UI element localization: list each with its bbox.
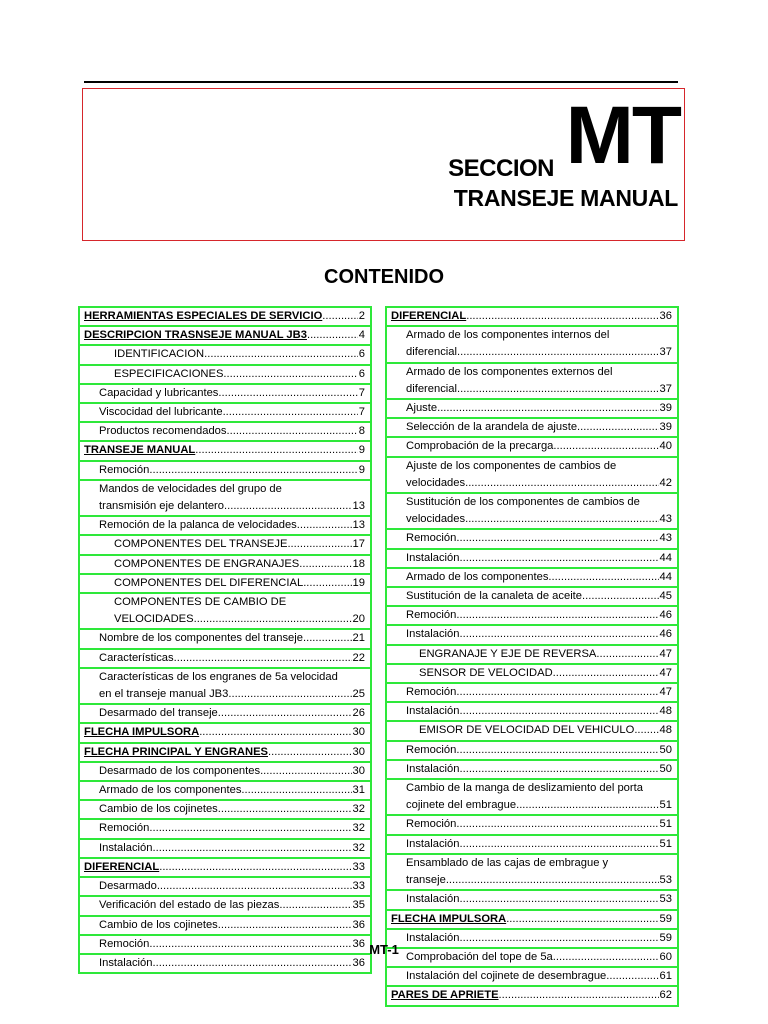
toc-entry[interactable] (385, 834, 679, 855)
toc-entry[interactable] (78, 742, 372, 763)
toc-entry-page: 30 (352, 726, 365, 739)
toc-entry-page: 53 (659, 874, 672, 887)
toc-entry-title: Remoción (406, 818, 457, 831)
toc-entry-title: Verificación del estado de las piezas (99, 899, 280, 912)
toc-entry-title: velocidades (406, 476, 466, 489)
toc-leader-dots (159, 859, 351, 876)
toc-entry-title: diferencial (406, 346, 457, 359)
toc-entry-page: 37 (659, 346, 672, 359)
toc-entry[interactable] (78, 325, 372, 346)
toc-entry[interactable] (78, 780, 372, 801)
toc-entry[interactable] (385, 853, 679, 891)
toc-entry-title: transmisión eje delantero (99, 500, 224, 513)
toc-entry[interactable] (78, 895, 372, 916)
toc-entry[interactable] (385, 814, 679, 835)
toc-leader-dots (299, 556, 351, 573)
toc-entry-title: IDENTIFICACION (114, 348, 205, 361)
toc-entry-page: 59 (659, 912, 672, 925)
toc-leader-dots (303, 575, 351, 592)
toc-entry-title: FLECHA IMPULSORA (391, 912, 507, 925)
toc-entry-title: Armado de los componentes internos del (406, 329, 610, 342)
toc-leader-dots (577, 419, 659, 436)
toc-entry[interactable] (385, 778, 679, 816)
toc-entry-page: 43 (659, 532, 672, 545)
toc-entry[interactable] (78, 440, 372, 461)
toc-leader-dots (195, 442, 358, 459)
toc-entry-page: 50 (659, 743, 672, 756)
toc-entry[interactable] (78, 857, 372, 878)
toc-entry-page: 51 (659, 818, 672, 831)
toc-leader-dots (297, 517, 352, 534)
toc-entry-page: 43 (659, 513, 672, 526)
toc-entry-title: Nombre de los componentes del transeje (99, 632, 303, 645)
toc-entry-page: 13 (352, 519, 365, 532)
toc-leader-dots (268, 744, 352, 761)
toc-leader-dots (466, 308, 658, 325)
toc-entry-page: 17 (352, 538, 365, 551)
toc-leader-dots (456, 530, 658, 547)
toc-entry-title: Mandos de velocidades del grupo de (99, 482, 282, 495)
toc-entry-title: Ajuste de los componentes de cambios de (406, 459, 617, 472)
toc-entry-title: FLECHA IMPULSORA (84, 726, 200, 739)
toc-entry[interactable] (78, 479, 372, 517)
toc-entry-page: 30 (352, 764, 365, 777)
toc-leader-dots (456, 607, 658, 624)
toc-leader-dots (241, 782, 351, 799)
toc-leader-dots (634, 722, 658, 739)
toc-entry[interactable] (78, 876, 372, 897)
toc-leader-dots (457, 344, 659, 361)
toc-leader-dots (149, 462, 357, 479)
toc-entry-page: 39 (659, 402, 672, 415)
toc-entry-title: Instalación (406, 551, 460, 564)
toc-entry[interactable] (78, 515, 372, 536)
toc-leader-dots (218, 705, 352, 722)
toc-entry-page: 32 (352, 841, 365, 854)
toc-entry[interactable] (385, 682, 679, 703)
toc-entry-page: 50 (659, 762, 672, 775)
toc-entry-title: transeje (406, 874, 446, 887)
toc-entry-title: Instalación (99, 956, 153, 969)
toc-entry-page: 8 (358, 425, 365, 438)
toc-leader-dots (456, 742, 658, 759)
toc-entry-title: Instalación (406, 931, 460, 944)
toc-entry-title: Selección de la arandela de ajuste (406, 421, 578, 434)
toc-leader-dots (307, 327, 358, 344)
toc-leader-dots (456, 816, 658, 833)
toc-entry-title: Desarmado del transeje (99, 707, 218, 720)
toc-leader-dots (223, 404, 358, 421)
toc-entry-title: DIFERENCIAL (391, 310, 467, 322)
toc-leader-dots (506, 911, 658, 928)
toc-entry-title: COMPONENTES DEL TRANSEJE (114, 538, 288, 551)
toc-entry[interactable] (78, 761, 372, 782)
toc-entry[interactable] (78, 799, 372, 820)
toc-entry-title: Armado de los componentes (406, 570, 549, 583)
toc-entry[interactable] (385, 985, 679, 1006)
toc-entry-title: Remoción (406, 532, 457, 545)
toc-entry-title: ESPECIFICACIONES (114, 367, 224, 380)
toc-entry-page: 7 (358, 406, 365, 419)
toc-entry-title: Comprobación del tope de 5a (406, 950, 553, 963)
toc-leader-dots (596, 646, 658, 663)
toc-entry-title: Productos recomendados (99, 425, 227, 438)
toc-entry-page: 36 (659, 310, 672, 322)
toc-entry-page: 6 (358, 367, 365, 380)
top-rule (84, 81, 678, 83)
toc-entry-page: 13 (352, 500, 365, 513)
toc-entry-page: 51 (659, 799, 672, 812)
toc-entry-title: Cambio de los cojinetes (99, 803, 218, 816)
toc-entry-page: 47 (659, 686, 672, 699)
toc-entry-title: Remoción (406, 686, 457, 699)
toc-entry[interactable] (385, 362, 679, 400)
toc-entry-page: 61 (659, 970, 672, 983)
toc-leader-dots (218, 801, 352, 818)
toc-entry-page: 30 (352, 745, 365, 758)
toc-entry-title: DESCRIPCION TRASNSEJE MANUAL JB3 (84, 329, 307, 342)
toc-entry[interactable] (78, 554, 372, 575)
toc-entry[interactable] (385, 436, 679, 457)
toc-entry-title: SENSOR DE VELOCIDAD (419, 666, 553, 679)
toc-entry[interactable] (385, 586, 679, 607)
toc-entry[interactable] (385, 605, 679, 626)
toc-entry-title: HERRAMIENTAS ESPECIALES DE SERVICIO (84, 310, 323, 322)
toc-entry-page: 32 (352, 803, 365, 816)
toc-entry-title: en el transeje manual JB3 (99, 688, 229, 701)
toc-entry-title: EMISOR DE VELOCIDAD DEL VEHICULO (419, 724, 635, 737)
toc-leader-dots (227, 423, 358, 440)
toc-leader-dots (460, 891, 659, 908)
toc-entry-title: diferencial (406, 382, 457, 395)
toc-entry[interactable] (78, 915, 372, 936)
toc-entry-title: ENGRANAJE Y EJE DE REVERSA (419, 647, 597, 660)
toc-entry-title: Instalación (406, 762, 460, 775)
toc-entry-page: 2 (358, 310, 365, 322)
toc-leader-dots (460, 550, 659, 567)
toc-leader-dots (260, 763, 351, 780)
section-name: TRANSEJE MANUAL (453, 185, 678, 211)
toc-entry-title: Instalación (406, 893, 460, 906)
toc-leader-dots (460, 703, 659, 720)
toc-leader-dots (465, 475, 658, 492)
toc-entry[interactable] (385, 701, 679, 722)
toc-entry-title: Ensamblado de las cajas de embrague y (406, 856, 609, 869)
toc-entry[interactable] (78, 344, 372, 365)
toc-entry-page: 53 (659, 893, 672, 906)
toc-leader-dots (516, 797, 658, 814)
toc-entry-title: Cambio de los cojinetes (99, 918, 218, 931)
toc-entry[interactable] (385, 966, 679, 987)
toc-entry[interactable] (385, 663, 679, 684)
toc-entry-title: Desarmado de los componentes (99, 764, 261, 777)
toc-entry-page: 18 (352, 557, 365, 570)
toc-entry[interactable] (385, 740, 679, 761)
toc-entry-title: Desarmado (99, 880, 157, 893)
toc-entry-title: Características de los engranes de 5a velocidad (99, 670, 338, 683)
toc-entry-page: 9 (358, 463, 365, 476)
toc-entry-title: Capacidad y lubricantes (99, 386, 219, 399)
toc-entry-page: 4 (358, 329, 365, 342)
toc-leader-dots (303, 630, 352, 647)
toc-leader-dots (499, 987, 659, 1004)
page-number: MT-1 (369, 942, 399, 957)
toc-leader-dots (456, 684, 658, 701)
toc-entry-title: cojinete del embrague (406, 799, 517, 812)
toc-entry-page: 33 (352, 880, 365, 893)
toc-entry-title: Armado de los componentes externos del (406, 365, 613, 378)
toc-leader-dots (157, 878, 352, 895)
toc-leader-dots (199, 724, 351, 741)
toc-leader-dots (153, 955, 352, 972)
toc-entry-title: Armado de los componentes (99, 784, 242, 797)
toc-entry[interactable] (78, 421, 372, 442)
toc-entry-page: 47 (659, 666, 672, 679)
toc-entry-page: 48 (659, 705, 672, 718)
toc-entry[interactable] (385, 720, 679, 741)
toc-entry-page: 33 (352, 860, 365, 873)
toc-leader-dots (460, 626, 659, 643)
toc-entry-title: PARES DE APRIETE (391, 989, 499, 1002)
toc-entry-title: COMPONENTES DE CAMBIO DE (114, 596, 287, 609)
toc-entry[interactable] (385, 306, 679, 327)
toc-entry-title: Remoción (99, 463, 150, 476)
toc-entry[interactable] (385, 417, 679, 438)
toc-leader-dots (322, 308, 357, 325)
toc-entry[interactable] (78, 722, 372, 743)
toc-entry[interactable] (78, 383, 372, 404)
toc-entry-title: Remoción (406, 743, 457, 756)
toc-leader-dots (287, 536, 351, 553)
toc-entry[interactable] (385, 456, 679, 494)
toc-entry-page: 37 (659, 382, 672, 395)
toc-leader-dots (460, 761, 659, 778)
toc-entry[interactable] (385, 325, 679, 363)
toc-leader-dots (465, 511, 658, 528)
toc-entry-page: 21 (352, 632, 365, 645)
toc-entry[interactable] (385, 624, 679, 645)
toc-leader-dots (460, 836, 659, 853)
section-word: SECCION (448, 155, 554, 182)
toc-entry-title: Remoción (406, 609, 457, 622)
toc-leader-dots (223, 366, 357, 383)
toc-entry[interactable] (78, 402, 372, 423)
toc-entry-title: DIFERENCIAL (84, 860, 160, 873)
toc-entry-title: Comprobación de la precarga (406, 440, 554, 453)
toc-entry-title: Características (99, 651, 174, 664)
toc-entry[interactable] (78, 818, 372, 839)
toc-leader-dots (224, 498, 352, 515)
toc-entry[interactable] (78, 534, 372, 555)
toc-entry[interactable] (385, 398, 679, 419)
toc-entry[interactable] (385, 567, 679, 588)
toc-entry-title: TRANSEJE MANUAL (84, 444, 196, 457)
toc-entry-page: 26 (352, 707, 365, 720)
toc-entry-title: Remoción (99, 822, 150, 835)
toc-entry-page: 7 (358, 386, 365, 399)
toc-entry[interactable] (78, 628, 372, 649)
toc-entry-page: 42 (659, 476, 672, 489)
toc-leader-dots (548, 569, 658, 586)
toc-entry-page: 22 (352, 651, 365, 664)
toc-entry-title: Sustitución de la canaleta de aceite (406, 590, 583, 603)
toc-entry-page: 25 (352, 688, 365, 701)
toc-right-column (385, 306, 679, 1005)
toc-entry-page: 6 (358, 348, 365, 361)
toc-entry-page: 35 (352, 899, 365, 912)
toc-leader-dots (204, 346, 358, 363)
toc-leader-dots (228, 686, 351, 703)
toc-entry-title: Cambio de la manga de deslizamiento del porta (406, 782, 643, 795)
toc-leader-dots (553, 665, 659, 682)
toc-entry-title: FLECHA PRINCIPAL Y ENGRANES (84, 745, 268, 758)
toc-entry[interactable] (385, 909, 679, 930)
toc-leader-dots (194, 611, 352, 628)
toc-leader-dots (279, 897, 351, 914)
toc-entry-title: COMPONENTES DE ENGRANAJES (114, 557, 300, 570)
toc-entry[interactable] (78, 838, 372, 859)
toc-leader-dots (457, 381, 659, 398)
toc-entry[interactable] (78, 306, 372, 327)
toc-leader-dots (218, 385, 357, 402)
toc-leader-dots (153, 840, 352, 857)
toc-entry-page: 47 (659, 647, 672, 660)
section-header-box (82, 88, 685, 241)
toc-entry-page: 48 (659, 724, 672, 737)
toc-entry-title: Instalación (99, 841, 153, 854)
toc-entry-page: 46 (659, 628, 672, 641)
section-code: MT (565, 90, 680, 181)
toc-entry-page: 36 (352, 918, 365, 931)
contents-title: CONTENIDO (324, 266, 444, 288)
toc-leader-dots (218, 917, 352, 934)
toc-entry-title: Sustitución de los componentes de cambios de (406, 496, 640, 509)
toc-entry-page: 36 (352, 937, 365, 950)
toc-entry-page: 9 (358, 444, 365, 457)
toc-entry-page: 46 (659, 609, 672, 622)
toc-entry-page: 44 (659, 551, 672, 564)
toc-entry-title: Ajuste (406, 402, 438, 415)
toc-entry[interactable] (385, 644, 679, 665)
toc-entry-page: 62 (659, 989, 672, 1002)
toc-entry[interactable] (385, 492, 679, 530)
toc-entry[interactable] (78, 460, 372, 481)
toc-entry-title: Remoción (99, 937, 150, 950)
toc-entry[interactable] (385, 548, 679, 569)
toc-leader-dots (149, 820, 351, 837)
toc-entry-page: 32 (352, 822, 365, 835)
toc-entry-title: velocidades (406, 513, 466, 526)
toc-entry[interactable] (78, 667, 372, 705)
toc-entry-title: Instalación del cojinete de desembrague (406, 970, 607, 983)
toc-entry-page: 20 (352, 613, 365, 626)
toc-entry[interactable] (78, 364, 372, 385)
toc-entry[interactable] (385, 528, 679, 549)
toc-entry[interactable] (385, 889, 679, 910)
toc-entry-title: Instalación (406, 705, 460, 718)
toc-entry[interactable] (78, 592, 372, 630)
toc-entry-page: 40 (659, 440, 672, 453)
toc-entry-page: 59 (659, 931, 672, 944)
toc-entry-page: 60 (659, 950, 672, 963)
toc-entry[interactable] (78, 648, 372, 669)
toc-entry-page: 19 (352, 576, 365, 589)
toc-entry-title: Instalación (406, 628, 460, 641)
toc-left-column (78, 306, 372, 972)
toc-entry-title: COMPONENTES DEL DIFERENCIAL (114, 576, 304, 589)
toc-entry-page: 51 (659, 837, 672, 850)
toc-leader-dots (174, 650, 352, 667)
toc-entry-page: 31 (352, 784, 365, 797)
toc-entry-title: Remoción de la palanca de velocidades (99, 519, 297, 532)
toc-leader-dots (446, 872, 659, 889)
toc-entry-page: 39 (659, 421, 672, 434)
toc-leader-dots (582, 588, 659, 605)
toc-entry-title: Instalación (406, 837, 460, 850)
toc-entry-page: 45 (659, 590, 672, 603)
toc-leader-dots (553, 438, 658, 455)
toc-entry[interactable] (78, 573, 372, 594)
toc-leader-dots (437, 400, 658, 417)
toc-entry-page: 44 (659, 570, 672, 583)
toc-entry[interactable] (78, 703, 372, 724)
toc-entry-title: VELOCIDADES (114, 613, 194, 626)
toc-entry[interactable] (385, 759, 679, 780)
toc-entry-title: Viscocidad del lubricante (99, 406, 223, 419)
toc-entry-page: 36 (352, 956, 365, 969)
toc-leader-dots (606, 968, 658, 985)
